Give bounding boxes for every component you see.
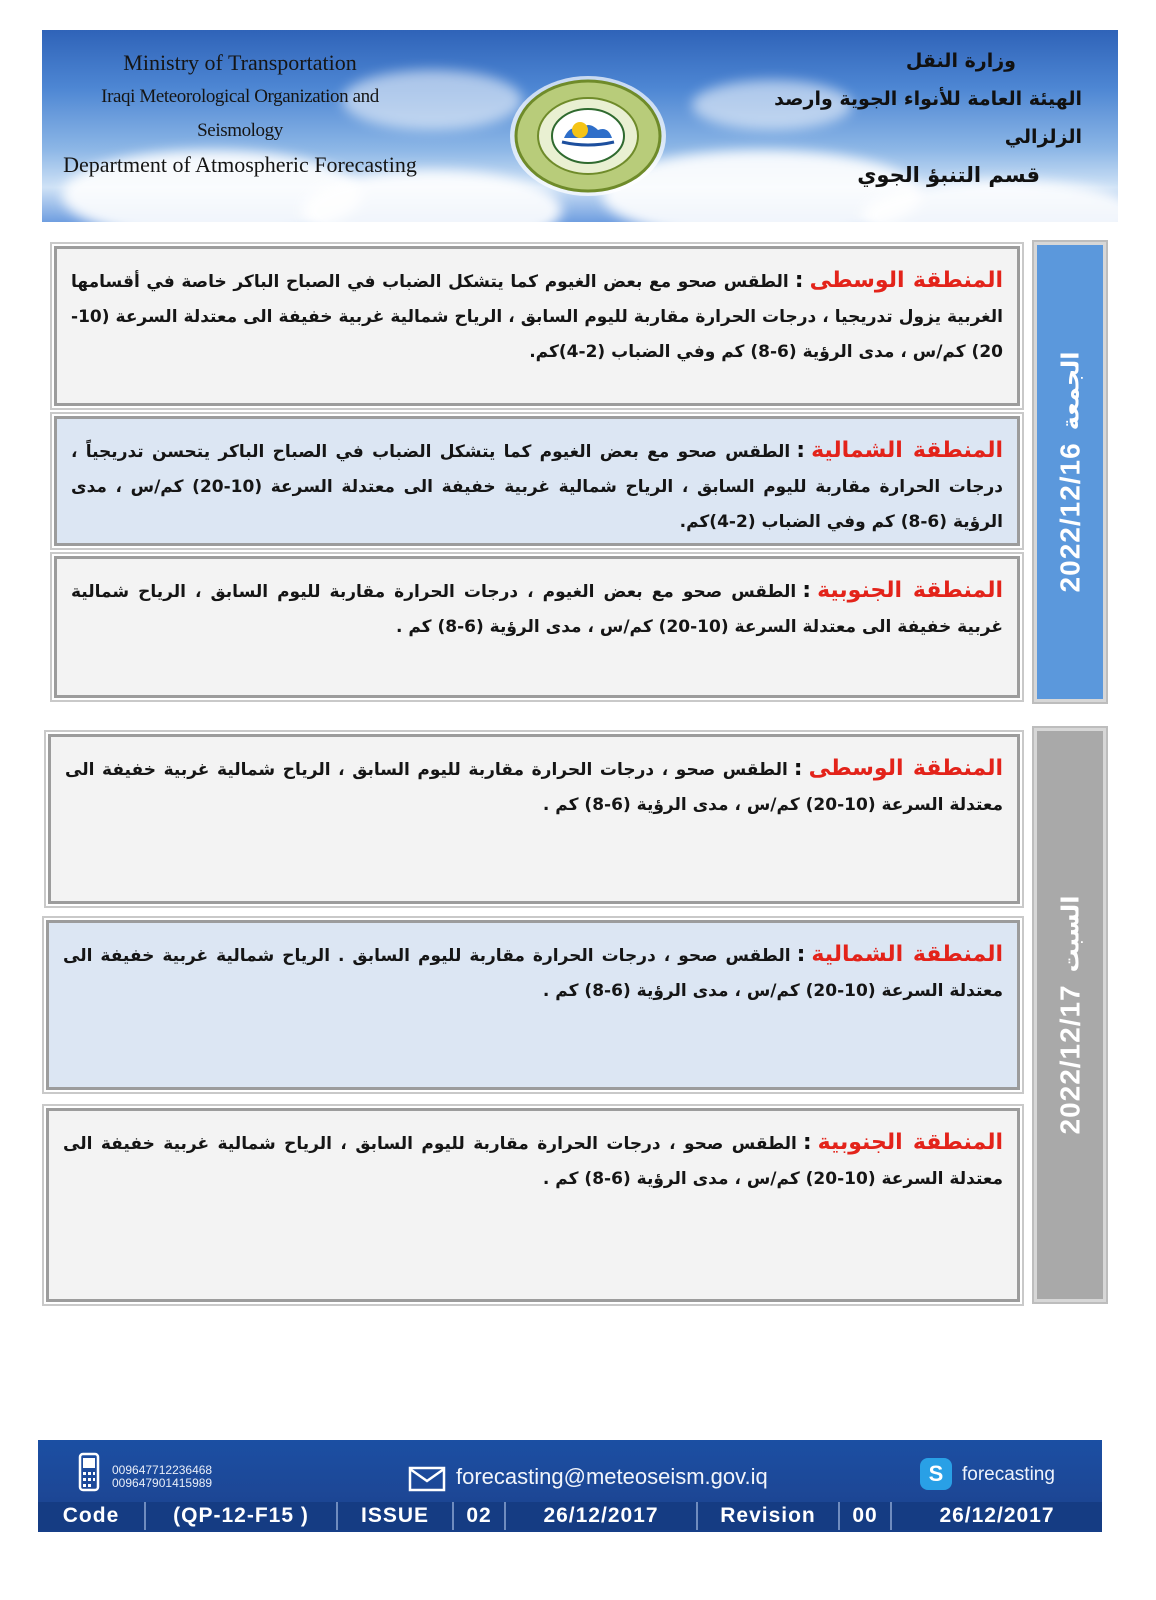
- day1-date-bar: [1034, 242, 1106, 702]
- skype-id[interactable]: forecasting: [962, 1464, 1055, 1485]
- phone-numbers: [112, 1464, 212, 1490]
- phone-number[interactable]: 009647712236468: [112, 1463, 213, 1477]
- day2-central-forecast: [48, 734, 1020, 904]
- forecast-text: الطقس صحو ، درجات الحرارة مقاربة لليوم السابق ، الرياح شمالية غربية خفيفة الى معتدلة السرعة (10-20) كم/س ، مدى الرؤية (6-8) كم .: [65, 760, 1003, 815]
- forecast-text: الطقس صحو مع بعض الغيوم كما يتشكل الضباب في الصباح الباكر يتحسن تدريجياً ، درجات الحرارة مقاربة لليوم السابق ، الرياح شمالية غربية خفيفة الى معتدلة السرعة (10-20) كم/س ، مدى الرؤية (6-8) كم وفي الضباب (2-4)كم.: [71, 442, 1004, 532]
- region-colon: :: [794, 268, 804, 293]
- forecast-text: الطقس صحو مع بعض الغيوم ، درجات الحرارة مقاربة لليوم السابق ، الرياح شمالية غربية خفيفة الى معتدلة السرعة (10-20) كم/س ، مدى الرؤية (6-8) كم .: [71, 582, 1003, 637]
- region-label: المنطقة الجنوبية: [817, 578, 1003, 603]
- region-colon: :: [793, 756, 803, 781]
- day1-date: 2022/12/16: [1054, 442, 1085, 593]
- revision-label: Revision: [698, 1502, 840, 1530]
- region-label: المنطقة الشمالية: [811, 438, 1003, 463]
- code-value: (QP-12-F15 ): [146, 1502, 338, 1530]
- footer: [38, 1440, 1102, 1532]
- ministry-name-en: Ministry of Transportation: [123, 50, 357, 75]
- region-label: المنطقة الوسطى: [808, 756, 1003, 781]
- revision-value: 00: [840, 1502, 892, 1530]
- revision-date: 26/12/2017: [939, 1504, 1055, 1527]
- phone-icon: [78, 1452, 100, 1492]
- department-name-ar: قسم التنبؤ الجوي: [857, 163, 1040, 187]
- header-arabic: [762, 42, 1082, 194]
- issue-date: 26/12/2017: [506, 1502, 698, 1530]
- region-label: المنطقة الجنوبية: [817, 1130, 1004, 1155]
- email-link[interactable]: forecasting@meteoseism.gov.iq: [456, 1464, 768, 1489]
- mail-icon: [408, 1466, 446, 1492]
- region-colon: :: [796, 942, 806, 967]
- issue-value: 02: [454, 1502, 506, 1530]
- organization-name-en: Iraqi Meteorological Organization and Seismology: [101, 86, 379, 141]
- day2-date: 2022/12/17: [1054, 984, 1086, 1135]
- header-english: [60, 46, 420, 182]
- forecast-text: الطقس صحو ، درجات الحرارة مقاربة لليوم السابق ، الرياح شمالية غربية خفيفة الى معتدلة السرعة (10-20) كم/س ، مدى الرؤية (6-8) كم .: [63, 1134, 1003, 1189]
- phone-number[interactable]: 009647901415989: [112, 1476, 213, 1490]
- day2-date-bar: [1034, 728, 1106, 1302]
- organization-name-ar: الهيئة العامة للأنواء الجوية وارصد الزلزالي: [774, 88, 1082, 148]
- skype-icon: S: [920, 1458, 952, 1490]
- region-label: المنطقة الشمالية: [811, 942, 1004, 967]
- header-banner: [42, 30, 1118, 222]
- region-label: المنطقة الوسطى: [809, 268, 1004, 293]
- forecast-text: الطقس صحو ، درجات الحرارة مقاربة لليوم السابق . الرياح شمالية غربية خفيفة الى معتدلة السرعة (10-20) كم/س ، مدى الرؤية (6-8) كم .: [63, 946, 1003, 1001]
- day2-south-forecast: [46, 1108, 1020, 1302]
- region-colon: :: [802, 1130, 812, 1155]
- day1-south-forecast: [54, 556, 1020, 698]
- day1-north-forecast: [54, 416, 1020, 546]
- day1-central-forecast: [54, 246, 1020, 406]
- region-colon: :: [796, 438, 806, 463]
- issue-label: ISSUE: [338, 1502, 454, 1530]
- forecast-text: الطقس صحو مع بعض الغيوم كما يتشكل الضباب في الصباح الباكر خاصة في أقسامها الغربية يزول تدريجيا ، درجات الحرارة مقاربة لليوم السابق ، الرياح شمالية غربية خفيفة الى معتدلة السرعة (10-20) كم/س ، مدى الرؤية (6-8) كم وفي الضباب (2-4)كم.: [71, 272, 1003, 362]
- day2-north-forecast: [46, 920, 1020, 1090]
- day2-day-name: السبت: [1056, 895, 1085, 973]
- department-name-en: Department of Atmospheric Forecasting: [63, 152, 417, 177]
- code-label: Code: [38, 1502, 146, 1530]
- organization-logo: [508, 74, 668, 198]
- ministry-name-ar: وزارة النقل: [905, 50, 1016, 72]
- region-colon: :: [802, 578, 812, 603]
- document-code-row: [38, 1502, 1102, 1530]
- day1-day-name: الجمعة: [1056, 351, 1084, 431]
